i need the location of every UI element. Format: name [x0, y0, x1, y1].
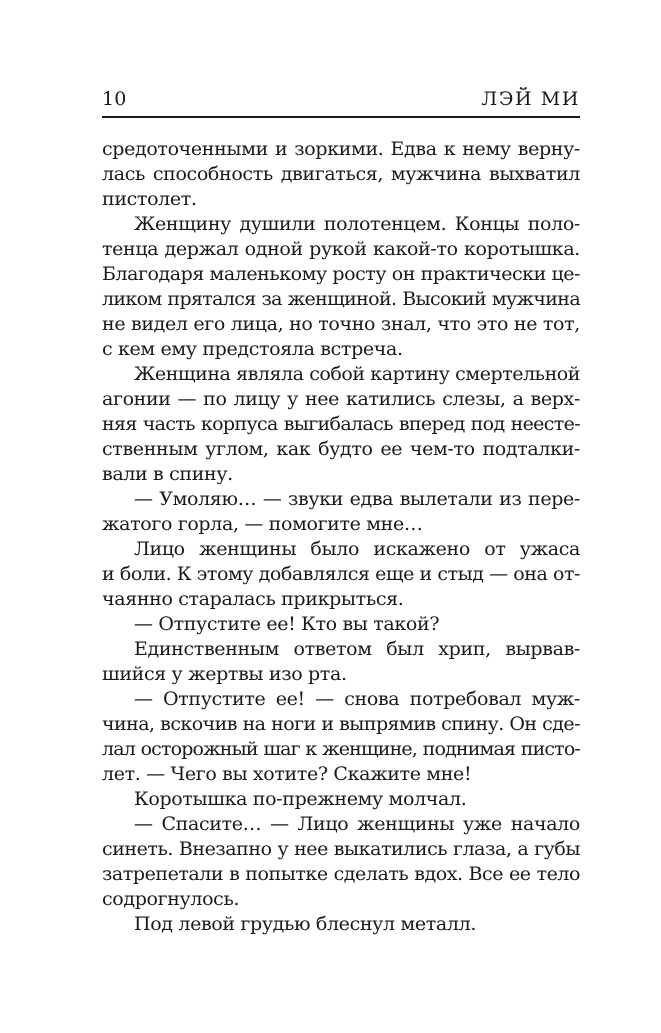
- text-line: содрогнулось.: [102, 888, 240, 910]
- text-line: Женщину душили полотенцем. Концы поло-: [134, 213, 580, 235]
- text-line: няя часть корпуса выгибалась вперед под неесте-: [102, 413, 580, 435]
- body-text: [102, 137, 580, 937]
- page-number: 10: [102, 88, 127, 110]
- running-header: [102, 88, 580, 114]
- text-line: Женщина являла собой картину смертельной: [134, 363, 580, 385]
- text-line: синеть. Внезапно у нее выкатились глаза, а губы: [102, 838, 580, 860]
- text-line: лет. — Чего вы хотите? Скажите мне!: [102, 763, 472, 785]
- text-line: пистолет.: [102, 188, 197, 210]
- header-rule: [102, 116, 580, 118]
- text-line: и боли. К этому добавлялся еще и стыд — она от-: [102, 563, 580, 585]
- text-line: вали в спину.: [102, 463, 233, 485]
- text-line: — Отпустите ее! — снова потребовал муж-: [134, 688, 580, 710]
- text-line: жатого горла, — помогите мне…: [102, 513, 423, 535]
- text-line: Коротышка по-прежнему молчал.: [134, 788, 467, 810]
- text-line: лал осторожный шаг к женщине, поднимая писто-: [102, 738, 580, 760]
- text-line: чаянно старалась прикрыться.: [102, 588, 404, 610]
- text-line: не видел его лица, но точно знал, что это не тот,: [102, 313, 580, 335]
- text-line: ственным углом, как будто ее чем-то подталки-: [102, 438, 580, 460]
- text-line: Благодаря маленькому росту он практически це-: [102, 263, 580, 285]
- text-line: лась способность двигаться, мужчина выхватил: [102, 163, 580, 185]
- text-line: — Умоляю… — звуки едва вылетали из пере-: [134, 488, 580, 510]
- text-line: Лицо женщины было искажено от ужаса: [134, 538, 580, 560]
- text-line: затрепетали в попытке сделать вдох. Все ее тело: [102, 863, 580, 885]
- running-title-author: ЛЭЙ МИ: [481, 88, 580, 110]
- text-line: средоточенными и зоркими. Едва к нему верну-: [102, 138, 580, 160]
- text-line: — Отпустите ее! Кто вы такой?: [134, 613, 440, 635]
- text-line: тенца держал одной рукой какой-то коротышка.: [102, 238, 580, 260]
- text-line: — Спасите… — Лицо женщины уже начало: [134, 813, 580, 835]
- text-line: чина, вскочив на ноги и выпрямив спину. Он сде-: [102, 713, 580, 735]
- text-line: Единственным ответом был хрип, вырвав-: [134, 638, 580, 660]
- text-line: ликом прятался за женщиной. Высокий мужчина: [102, 288, 580, 310]
- text-line: шийся у жертвы изо рта.: [102, 663, 347, 685]
- text-line: Под левой грудью блеснул металл.: [134, 913, 477, 935]
- text-line: агонии — по лицу у нее катились слезы, а верх-: [102, 388, 580, 410]
- text-line: с кем ему предстояла встреча.: [102, 338, 403, 360]
